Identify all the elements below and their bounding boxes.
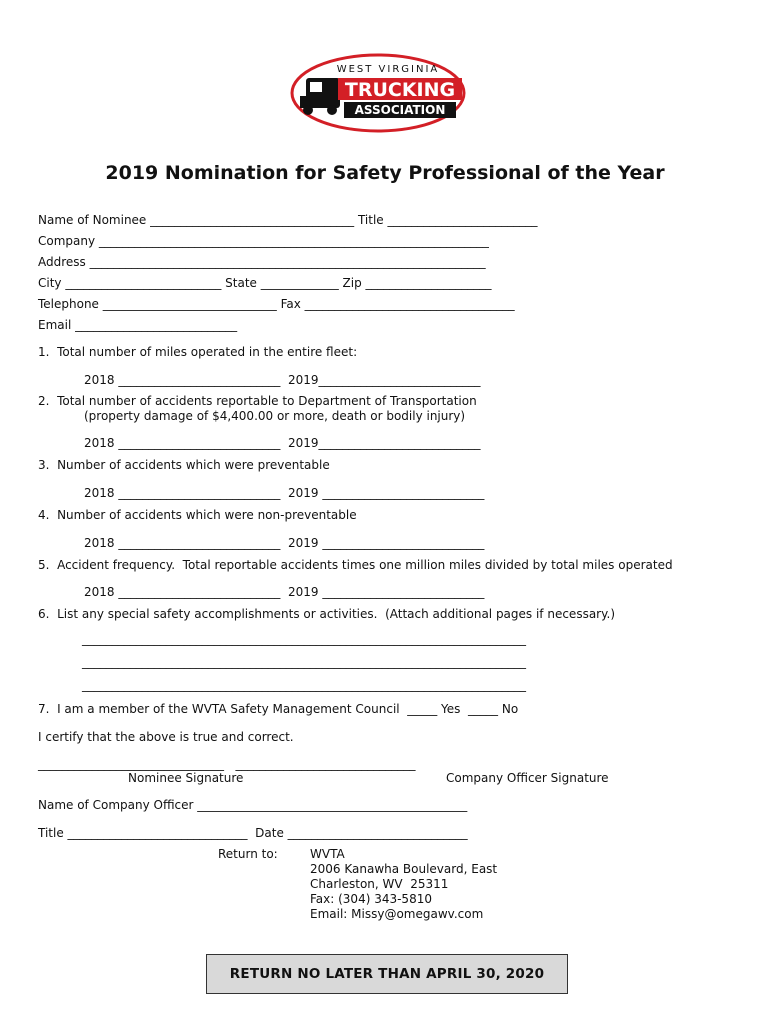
question-4: 4. Number of accidents which were non-preventable	[38, 508, 357, 522]
logo-line3: ASSOCIATION	[354, 103, 446, 117]
question-6-line[interactable]: __________________________________________________________________________	[82, 655, 526, 669]
deadline-banner	[206, 954, 568, 994]
question-4-years[interactable]: 2018 ___________________________ 2019 ___________________________	[84, 536, 485, 550]
nominee-title-field[interactable]: Name of Nominee __________________________________ Title _________________________	[38, 213, 538, 227]
question-5: 5. Accident frequency. Total reportable accidents times one million miles divided by total miles operated	[38, 558, 673, 572]
return-address-line: WVTA	[310, 847, 345, 861]
question-7[interactable]: 7. I am a member of the WVTA Safety Management Council _____ Yes _____ No	[38, 702, 519, 716]
logo-line2: TRUCKING	[344, 79, 456, 101]
truck-icon	[286, 50, 472, 136]
question-5-years[interactable]: 2018 ___________________________ 2019 ___________________________	[84, 585, 485, 599]
address-field[interactable]: Address __________________________________________________________________	[38, 255, 486, 269]
question-6-line[interactable]: __________________________________________________________________________	[82, 678, 526, 692]
officer-signature-label: Company Officer Signature	[446, 771, 609, 785]
email-field[interactable]: Email ___________________________	[38, 318, 238, 332]
certify-statement: I certify that the above is true and correct.	[38, 730, 294, 744]
question-3-years[interactable]: 2018 ___________________________ 2019 ___________________________	[84, 486, 485, 500]
question-1: 1. Total number of miles operated in the entire fleet:	[38, 345, 358, 359]
telephone-fax-field[interactable]: Telephone _____________________________ Fax ___________________________________	[38, 297, 515, 311]
officer-name-field[interactable]: Name of Company Officer _____________________________________________	[38, 798, 468, 812]
return-to-label: Return to:	[218, 847, 278, 861]
deadline-text: RETURN NO LATER THAN APRIL 30, 2020	[229, 966, 545, 982]
city-state-zip-field[interactable]: City __________________________ State _____________ Zip _____________________	[38, 276, 492, 290]
question-2-detail: (property damage of $4,400.00 or more, death or bodily injury)	[84, 409, 466, 423]
truck-shape	[300, 78, 340, 115]
signature-lines[interactable]: _______________________________ ______________________________	[38, 757, 416, 771]
question-1-years[interactable]: 2018 ___________________________ 2019___________________________	[84, 373, 481, 387]
officer-title-date-field[interactable]: Title ______________________________ Date ______________________________	[38, 826, 468, 840]
logo-line1: WEST VIRGINIA	[336, 64, 440, 75]
return-email-line: Email: Missy@omegawv.com	[310, 907, 484, 921]
form-title: 2019 Nomination for Safety Professional of the Year	[105, 162, 665, 184]
question-2: 2. Total number of accidents reportable to Department of Transportation	[38, 394, 477, 408]
return-address-line: Fax: (304) 343-5810	[310, 892, 432, 906]
return-address-line: 2006 Kanawha Boulevard, East	[310, 862, 498, 876]
return-address-line: Charleston, WV 25311	[310, 877, 449, 891]
question-2-years[interactable]: 2018 ___________________________ 2019___________________________	[84, 436, 481, 450]
nominee-signature-label: Nominee Signature	[128, 771, 244, 785]
wvta-logo	[286, 50, 472, 136]
question-6-line[interactable]: __________________________________________________________________________	[82, 632, 526, 646]
question-6: 6. List any special safety accomplishments or activities. (Attach additional pages if necessary.)	[38, 607, 615, 621]
question-3: 3. Number of accidents which were preventable	[38, 458, 330, 472]
company-field[interactable]: Company _________________________________________________________________	[38, 234, 489, 248]
